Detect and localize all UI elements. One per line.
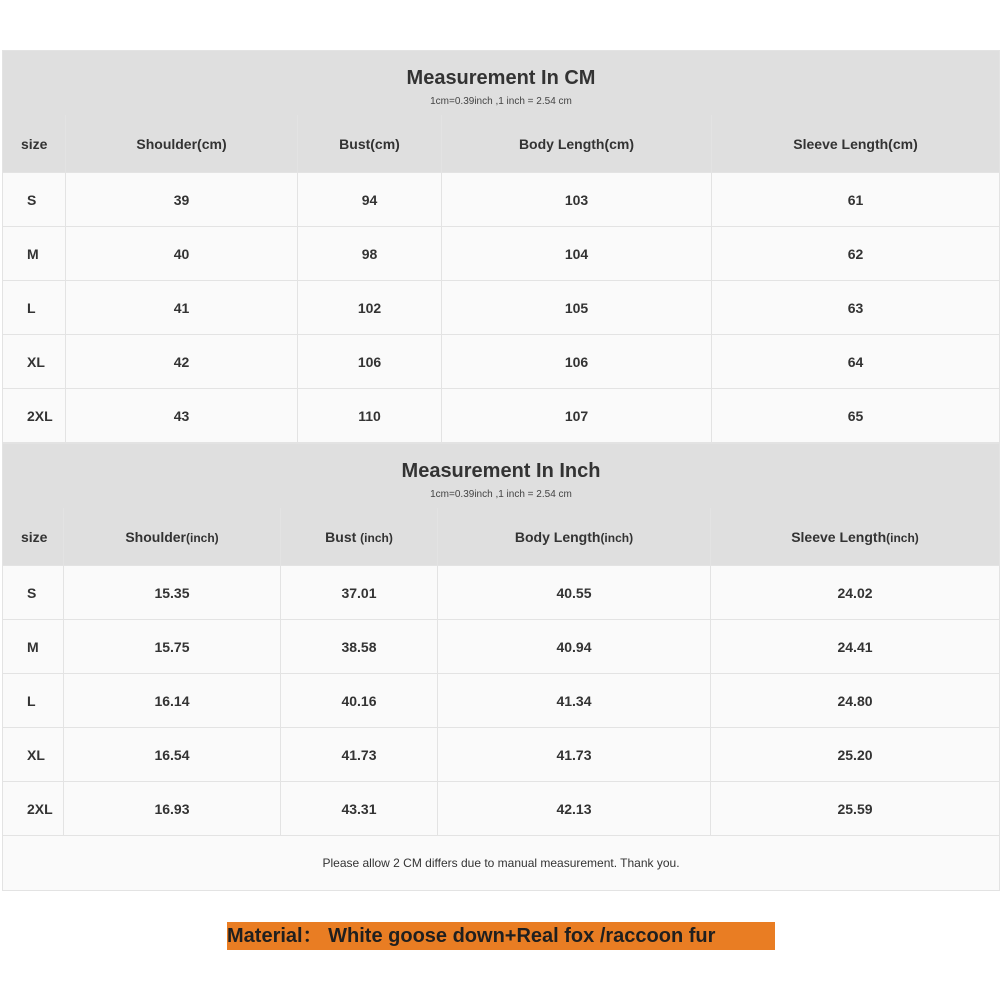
table-row [3,389,1000,443]
bust-cell: 106 [298,335,442,389]
material-label: Material： White goose down+Real fox /raccoon fur [227,922,775,950]
shoulder-cell: 16.93 [64,782,281,836]
header-unit: (inch) [886,530,919,545]
shoulder-cell: 43 [66,389,298,443]
size-cell: L [3,674,64,728]
inch-table-title: Measurement In Inch [401,460,601,482]
header-name: Bust [325,528,361,545]
inch-header-body-length [438,508,711,566]
bust-cell: 38.58 [281,620,438,674]
inch-header-row [3,508,1000,566]
size-cell: M [3,620,64,674]
size-chart [2,50,999,891]
sleeve-length-cell: 65 [712,389,1000,443]
header-name: Sleeve Length [791,528,887,545]
size-cell: S [3,566,64,620]
table-row [3,674,1000,728]
cm-title-row [3,51,1000,116]
sleeve-length-cell: 25.59 [711,782,1000,836]
material-banner [0,910,1000,970]
bust-cell: 37.01 [281,566,438,620]
inch-header-sleeve-length [711,508,1000,566]
shoulder-cell: 41 [66,281,298,335]
table-row [3,728,1000,782]
shoulder-cell: 16.14 [64,674,281,728]
bust-cell: 110 [298,389,442,443]
body-length-cell: 40.94 [438,620,711,674]
cm-size-table [2,50,1000,443]
cm-header-sleeve-length: Sleeve Length(cm) [712,115,1000,173]
sleeve-length-cell: 24.41 [711,620,1000,674]
inch-header-bust [281,508,438,566]
header-unit: (inch) [360,530,393,545]
sleeve-length-cell: 62 [712,227,1000,281]
header-unit: (inch) [186,530,219,545]
inch-header-size [3,508,64,566]
cm-header-body-length: Body Length(cm) [442,115,712,173]
body-length-cell: 40.55 [438,566,711,620]
bust-cell: 94 [298,173,442,227]
body-length-cell: 104 [442,227,712,281]
size-cell: 2XL [3,782,64,836]
cm-header-size: size [3,115,66,173]
sleeve-length-cell: 24.02 [711,566,1000,620]
measurement-note: Please allow 2 CM differs due to manual measurement. Thank you. [3,836,1000,891]
inch-conversion-note: 1cm=0.39inch ,1 inch = 2.54 cm [430,489,572,500]
bust-cell: 43.31 [281,782,438,836]
shoulder-cell: 39 [66,173,298,227]
size-cell: XL [3,335,66,389]
size-cell: XL [3,728,64,782]
body-length-cell: 103 [442,173,712,227]
size-cell: L [3,281,66,335]
table-row [3,227,1000,281]
sleeve-length-cell: 61 [712,173,1000,227]
header-name: Body Length [514,528,601,545]
body-length-cell: 41.34 [438,674,711,728]
header-unit: (inch) [600,530,634,545]
inch-size-table [2,443,1000,891]
table-row [3,566,1000,620]
sleeve-length-cell: 64 [712,335,1000,389]
sleeve-length-cell: 25.20 [711,728,1000,782]
shoulder-cell: 16.54 [64,728,281,782]
bust-cell: 102 [298,281,442,335]
shoulder-cell: 15.35 [64,566,281,620]
size-cell: 2XL [3,389,66,443]
cm-header-shoulder: Shoulder(cm) [66,115,298,173]
cm-header-row [3,115,1000,173]
body-length-cell: 42.13 [438,782,711,836]
cm-conversion-note: 1cm=0.39inch ,1 inch = 2.54 cm [430,96,572,107]
inch-header-shoulder [64,508,281,566]
header-name: Shoulder [125,528,186,545]
cm-table-title: Measurement In CM [406,67,596,89]
shoulder-cell: 40 [66,227,298,281]
shoulder-cell: 15.75 [64,620,281,674]
header-name: size [21,528,48,545]
cm-header-bust: Bust(cm) [298,115,442,173]
shoulder-cell: 42 [66,335,298,389]
table-row [3,782,1000,836]
table-row [3,620,1000,674]
body-length-cell: 107 [442,389,712,443]
bust-cell: 98 [298,227,442,281]
sleeve-length-cell: 63 [712,281,1000,335]
inch-title-cell [3,444,1000,509]
sleeve-length-cell: 24.80 [711,674,1000,728]
bust-cell: 40.16 [281,674,438,728]
inch-title-row [3,444,1000,509]
cm-title-cell [3,51,1000,116]
table-row [3,335,1000,389]
body-length-cell: 105 [442,281,712,335]
body-length-cell: 106 [442,335,712,389]
body-length-cell: 41.73 [438,728,711,782]
size-cell: S [3,173,66,227]
table-row [3,281,1000,335]
note-row [3,836,1000,891]
table-row [3,173,1000,227]
size-cell: M [3,227,66,281]
bust-cell: 41.73 [281,728,438,782]
